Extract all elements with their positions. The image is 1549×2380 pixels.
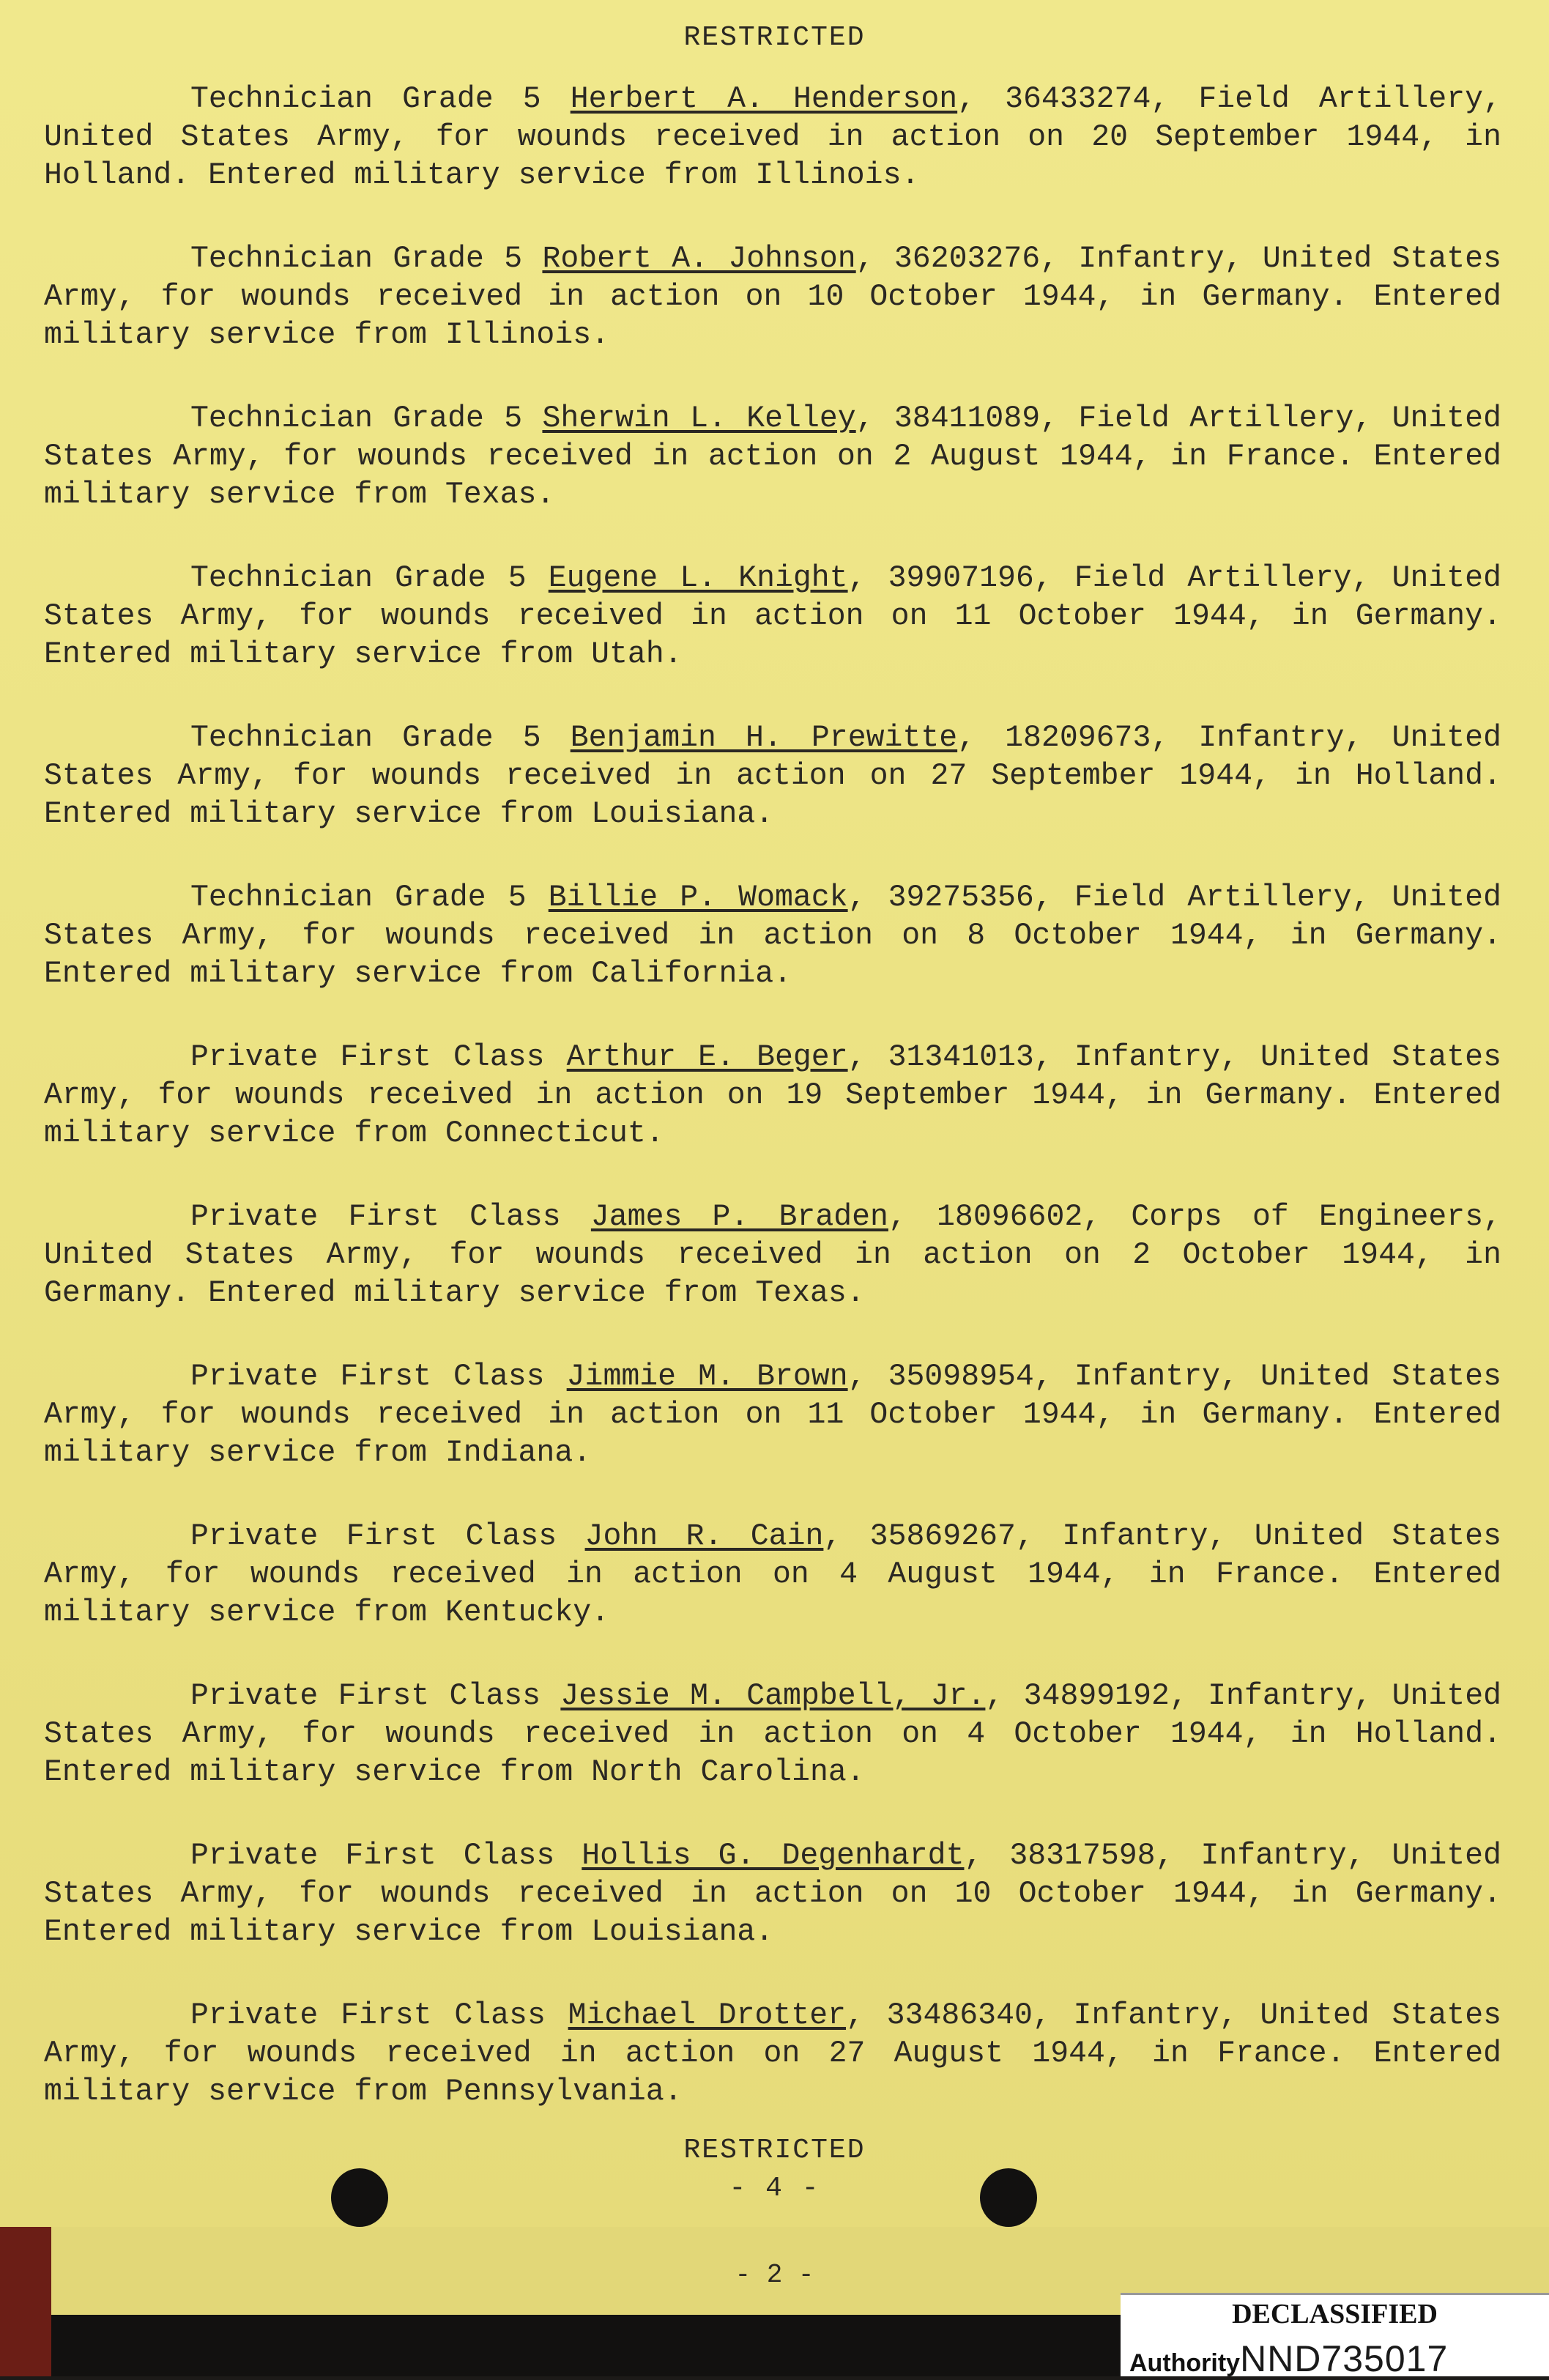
entry-name: Jimmie M. Brown xyxy=(566,1360,848,1394)
entry-name: Benjamin H. Prewitte xyxy=(570,721,958,755)
award-entry xyxy=(44,719,1501,834)
award-entry xyxy=(44,1997,1501,2111)
footer xyxy=(0,2132,1549,2208)
award-entry xyxy=(44,1039,1501,1153)
entry-name: James P. Braden xyxy=(590,1200,888,1234)
entry-name: Michael Drotter xyxy=(568,1998,847,2033)
entry-details: , 38411089, Field Artillery, United States Army, for wounds received in action on 2 August 1944, in France. Entered military service from Texas. xyxy=(44,401,1501,512)
entry-details: , 39907196, Field Artillery, United States Army, for wounds received in action on 11 October 1944, in Germany. Entered military service from Utah. xyxy=(44,561,1501,672)
entry-rank: Technician Grade 5 xyxy=(190,721,541,755)
entry-name: Hollis G. Degenhardt xyxy=(582,1839,965,1873)
entry-rank: Technician Grade 5 xyxy=(190,242,523,276)
entry-details: , 35869267, Infantry, United States Army, for wounds received in action on 4 August 1944, in France. Entered military service from Kentucky. xyxy=(44,1519,1501,1630)
stamp-title: DECLASSIFIED xyxy=(1232,2299,1438,2329)
award-entries-list xyxy=(44,81,1501,2157)
entry-rank: Technician Grade 5 xyxy=(190,401,523,436)
entry-rank: Technician Grade 5 xyxy=(190,881,527,915)
entry-rank: Technician Grade 5 xyxy=(190,561,527,596)
stamp-authority-label: Authority xyxy=(1129,2349,1241,2377)
entry-rank: Private First Class xyxy=(190,1998,546,2033)
entry-name: Billie P. Womack xyxy=(548,881,848,915)
entry-details: , 18096602, Corps of Engineers, United States Army, for wounds received in action on 2 October 1944, in Germany. Entered military service from Texas. xyxy=(44,1200,1501,1311)
stamp-authority-value: NND735017 xyxy=(1240,2338,1449,2379)
entry-details: , 39275356, Field Artillery, United States Army, for wounds received in action on 8 October 1944, in Germany. Entered military service from California. xyxy=(44,881,1501,991)
entry-name: Jessie M. Campbell, Jr. xyxy=(560,1679,986,1713)
entry-details: , 35098954, Infantry, United States Army, for wounds received in action on 11 October 1944, in Germany. Entered military service from Indiana. xyxy=(44,1360,1501,1470)
award-entry xyxy=(44,879,1501,993)
scan-background-strip xyxy=(51,2315,1121,2376)
award-entry xyxy=(44,400,1501,514)
entry-name: Sherwin L. Kelley xyxy=(542,401,856,436)
declassified-stamp xyxy=(1121,2293,1549,2379)
entry-rank: Private First Class xyxy=(190,1200,561,1234)
entry-details: , 31341013, Infantry, United States Army, for wounds received in action on 19 September 1944, in Germany. Entered military service from Connecticut. xyxy=(44,1040,1501,1151)
entry-details: , 38317598, Infantry, United States Army, for wounds received in action on 10 October 1944, in Germany. Entered military service from Louisiana. xyxy=(44,1839,1501,1949)
underlying-page-number: - 2 - xyxy=(735,2260,814,2290)
entry-details: , 34899192, Infantry, United States Army, for wounds received in action on 4 October 1944, in Holland. Entered military service from North Carolina. xyxy=(44,1679,1501,1790)
entry-rank: Private First Class xyxy=(190,1519,557,1554)
entry-rank: Technician Grade 5 xyxy=(190,82,541,116)
entry-rank: Private First Class xyxy=(190,1679,541,1713)
entry-details: , 18209673, Infantry, United States Army, for wounds received in action on 27 September 1944, in Holland. Entered military service from Louisiana. xyxy=(44,721,1501,831)
binder-edge xyxy=(0,2227,51,2376)
entry-name: Herbert A. Henderson xyxy=(570,82,958,116)
header-classification: RESTRICTED xyxy=(683,22,866,53)
punch-hole-right xyxy=(980,2168,1037,2227)
entry-rank: Private First Class xyxy=(190,1040,545,1075)
entry-name: Arthur E. Beger xyxy=(566,1040,848,1075)
entry-rank: Private First Class xyxy=(190,1360,545,1394)
entry-rank: Private First Class xyxy=(190,1839,555,1873)
entry-name: John R. Cain xyxy=(584,1519,824,1554)
entry-details: , 33486340, Infantry, United States Army, for wounds received in action on 27 August 1944, in France. Entered military service from Pennsylvania. xyxy=(44,1998,1501,2109)
entry-name: Eugene L. Knight xyxy=(548,561,848,596)
award-entry xyxy=(44,1837,1501,1951)
award-entry xyxy=(44,1358,1501,1472)
award-entry xyxy=(44,1518,1501,1632)
award-entry xyxy=(44,560,1501,674)
award-entry xyxy=(44,81,1501,195)
award-entry xyxy=(44,1198,1501,1313)
award-entry xyxy=(44,1678,1501,1792)
punch-hole-left xyxy=(331,2168,388,2227)
footer-classification: RESTRICTED xyxy=(683,2135,866,2166)
stamp-authority xyxy=(1129,2338,1448,2380)
entry-name: Robert A. Johnson xyxy=(542,242,856,276)
entry-details: , 36433274, Field Artillery, United States Army, for wounds received in action on 20 September 1944, in Holland. Entered military service from Illinois. xyxy=(44,82,1501,193)
entry-details: , 36203276, Infantry, United States Army, for wounds received in action on 10 October 1944, in Germany. Entered military service from Illinois. xyxy=(44,242,1501,352)
award-entry xyxy=(44,240,1501,355)
page-number: - 4 - xyxy=(729,2173,820,2204)
